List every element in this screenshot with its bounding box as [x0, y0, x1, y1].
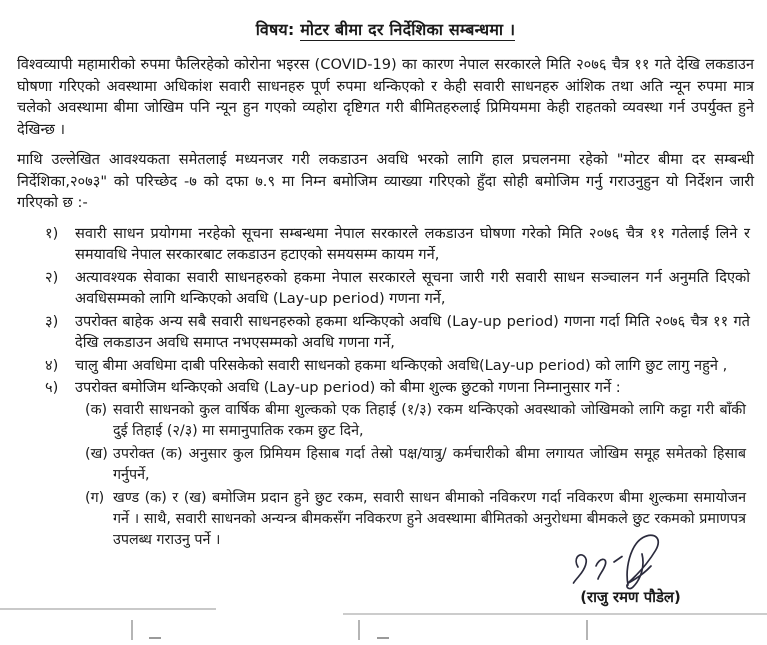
subitem-label: (ख) — [85, 445, 108, 462]
subitem-text: खण्ड (क) र (ख) बमोजिम प्रदान हुने छुट रकम, सवारी साधन बीमाको नविकरण गर्दा नविकरण बीमा शुल्कमा समायोजन गर्ने । साथै, सवारी साधनको अन्यन्त्र बीमकसँग नविकरण हुने अवस्थामा बीमितको अनुरोधमा बीमकले छुट रकमको प्रमाणपत्र उपलब्ध गराउनु पर्ने । — [113, 489, 746, 548]
list-item-4 — [17, 355, 754, 377]
subject-title: मोटर बीमा दर निर्देशिका सम्बन्धमा । — [300, 20, 516, 39]
item-text: उपरोक्त बाहेक अन्य सबै सवारी साधनहरुको हकमा थन्किएको अवधि (Lay-up period) गणना गर्दा मिति २०७६ चैत्र ११ गते देखि लकडाउन अवधि समाप्त नभएसम्मको अवधि गणना गर्ने, — [75, 312, 750, 351]
next-page-table-border — [131, 620, 133, 640]
directive-list — [17, 223, 754, 551]
intro-paragraph: विश्वव्यापी महामारीको रुपमा फैलिरहेको कोरोना भइरस (COVID-19) का कारण नेपाल सरकारले मिति २०७६ चैत्र ११ गते देखि लकडाउन घोषणा गरिएको अवस्थामा अधिकांश सवारी साधनहरु पूर्ण रुपमा थन्किएको र केही सवारी साधनहरु आंशिक तथा अति न्यून रुपमा मात्र चलेको अवस्थामा बीमा जोखिम पनि न्यून हुन गएको व्यहोरा दृष्टिगत गरी बीमितहरुलाई प्रिमियममा केही राहतको व्यवस्था गर्न उपर्युक्त हुने देखिन्छ । — [17, 56, 754, 138]
subitem-text: सवारी साधनको कुल वार्षिक बीमा शुल्कको एक तिहाई (१/३) रकम थन्किएको अवस्थाको जोखिमको लागि कट्टा गरी बाँकी दुई तिहाई (२/३) मा समानुपातिक रकम छुट दिने, — [113, 401, 746, 439]
list-item-5 — [17, 377, 754, 399]
subitem-label: (क) — [85, 401, 108, 418]
letter-body — [17, 14, 754, 553]
item-text: अत्यावश्यक सेवाका सवारी साधनहरुको हकमा नेपाल सरकारले सूचना जारी गरी सवारी साधन सञ्चालन गर्न अनुमति दिएको अवधिसम्मको लागि थन्किएको अवधि (Lay-up period) गणना गर्ने, — [75, 268, 750, 307]
next-page-table-border — [586, 620, 588, 640]
item-text: चालु बीमा अवधिमा दाबी परिसकेको सवारी साधनको हकमा थन्किएको अवधि(Lay-up period) को लागि छुट लागु नहुने , — [75, 356, 728, 374]
item-number: १) — [45, 224, 59, 242]
subitem-ka — [85, 400, 754, 442]
item-text: उपरोक्त बमोजिम थन्किएको अवधि (Lay-up period) को बीमा शुल्क छुटको गणना निम्नानुसार गर्ने : — [75, 379, 621, 396]
subitem-text: उपरोक्त (क) अनुसार कुल प्रिमियम हिसाब गर्दा तेस्रो पक्ष/यात्रु/ कर्मचारीको बीमा लगायत जोखिम समूह समेतको हिसाब गर्नुपर्ने, — [113, 445, 746, 483]
item-number: ३) — [45, 312, 59, 330]
subject-line — [17, 18, 754, 40]
list-item-3 — [17, 311, 754, 354]
item-number: ५) — [45, 379, 59, 396]
handwritten-signature-icon — [566, 533, 696, 591]
subject-label: विषय: — [255, 20, 295, 39]
subitem-kha — [85, 444, 754, 486]
directive-paragraph: माथि उल्लेखित आवश्यकता समेतलाई मध्यनजर गरी लकडाउन अवधि भरको लागि हाल प्रचलनमा रहेको "मोटर बीमा दर सम्बन्धी निर्देशिका,२०७३" को परिच्छेद -७ को दफा ७.९ मा निम्न बमोजिम व्याख्या गरिएको हुँदा सोही बमोजिम गर्नु गराउनुहुन यो निर्देशन जारी गरिएको छ :- — [17, 151, 754, 211]
list-item-2 — [17, 267, 754, 310]
next-page-mark — [377, 637, 389, 639]
signature-block — [548, 533, 713, 607]
next-page-mark — [149, 637, 161, 639]
item-text: सवारी साधन प्रयोगमा नरहेको सूचना सम्बन्धमा नेपाल सरकारले लकडाउन घोषणा गरेको मिति २०७६ चैत्र ११ गतेलाई लिने र समयावधि नेपाल सरकारबाट लकडाउन हटाएको समयसम्म कायम गर्ने, — [75, 224, 750, 263]
page-edge-line — [0, 608, 216, 610]
list-item-1 — [17, 223, 754, 266]
subitem-label: (ग) — [85, 489, 105, 506]
item-number: २) — [45, 268, 59, 286]
item-5-sublist — [85, 400, 754, 551]
item-number: ४) — [45, 356, 59, 374]
page-edge-line — [343, 613, 767, 615]
next-page-table-border — [358, 620, 360, 640]
signatory-name: (राजु रमण पौडेल) — [580, 589, 681, 606]
